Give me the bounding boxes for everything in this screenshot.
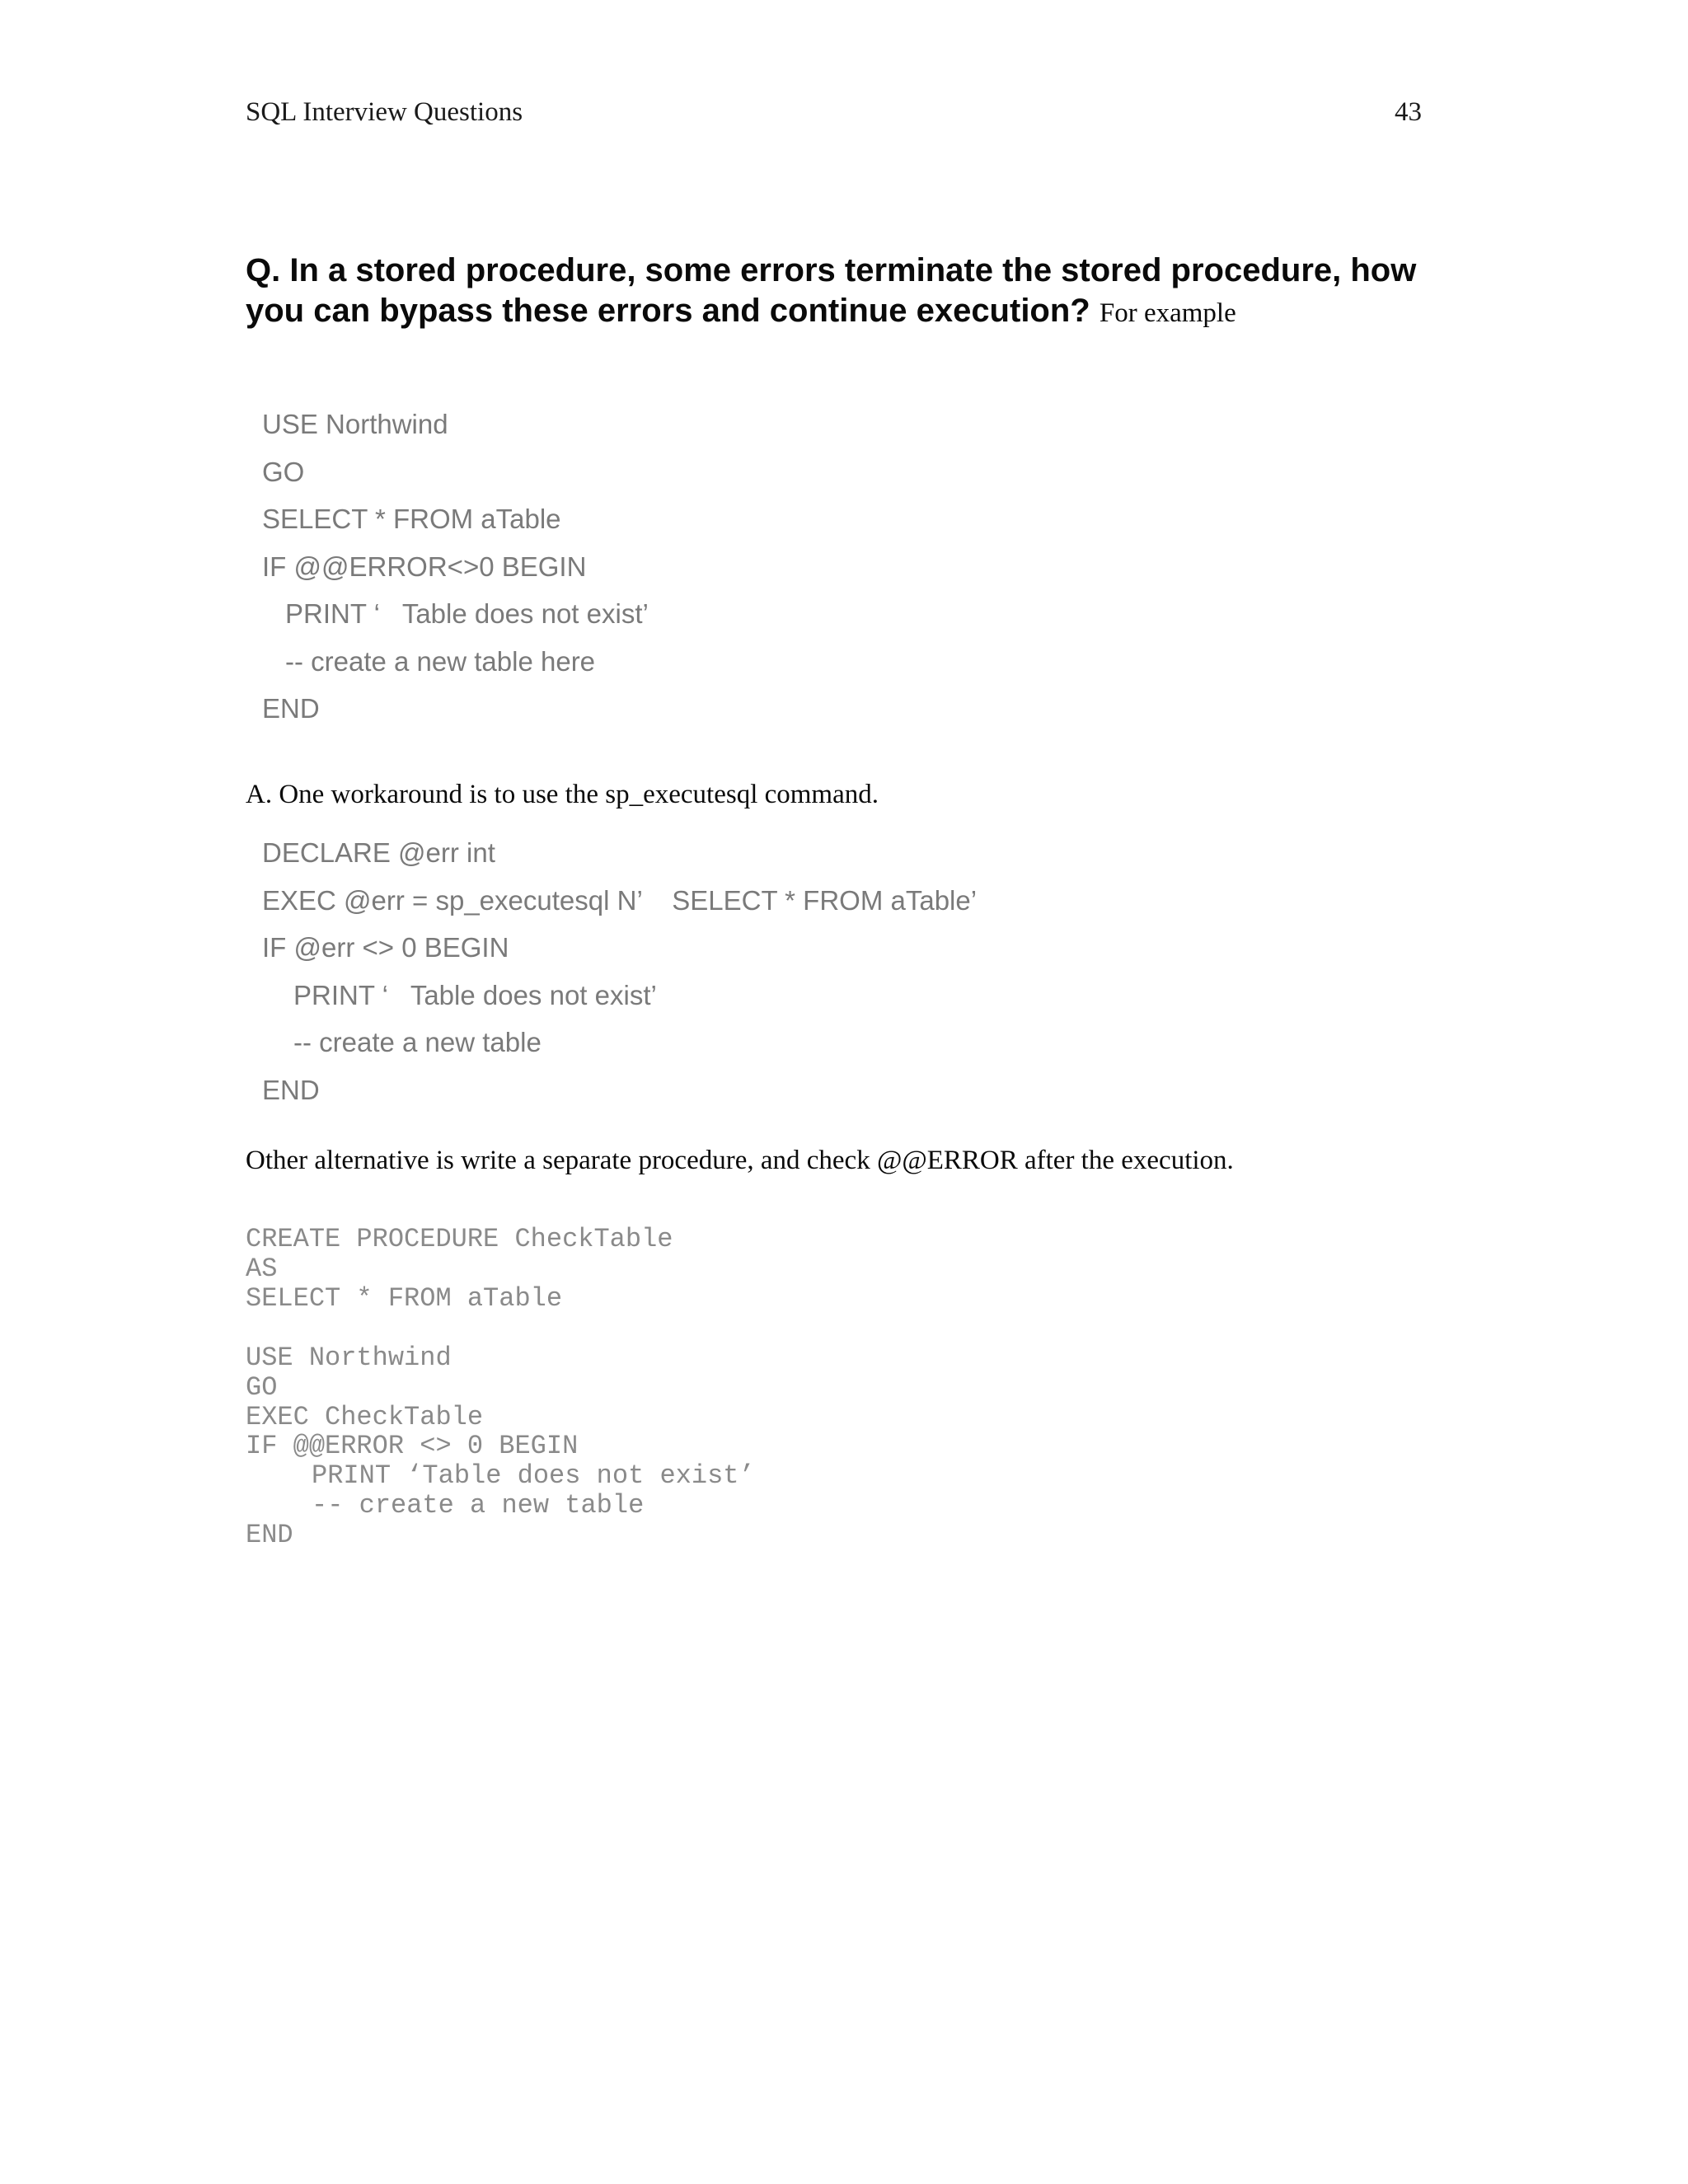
- code-block-1: [262, 401, 649, 733]
- question-text: Q. In a stored procedure, some errors terminate the stored procedure, how you can bypass these errors and continue execution?: [246, 252, 1417, 329]
- code-line: IF @err <> 0 BEGIN: [262, 932, 509, 963]
- code-line: EXEC @err = sp_executesql N’ SELECT * FROM aTable’: [262, 884, 978, 916]
- alternative-text: Other alternative is write a separate procedure, and check @@ERROR after the execution.: [246, 1146, 1234, 1175]
- code-line: -- create a new table here: [285, 645, 596, 677]
- question-tail: For example: [1099, 298, 1236, 328]
- code-line: END: [262, 693, 320, 724]
- answer-text: A. One workaround is to use the sp_executesql command.: [246, 780, 879, 809]
- code-line: AS: [246, 1253, 278, 1284]
- code-line: IF @@ERROR <> 0 BEGIN: [246, 1431, 579, 1462]
- code-line: END: [262, 1074, 320, 1105]
- code-line: CREATE PROCEDURE CheckTable: [246, 1224, 673, 1254]
- code-block-4: [246, 1343, 755, 1550]
- code-line: SELECT * FROM aTable: [246, 1282, 563, 1314]
- code-line: SELECT * FROM aTable: [262, 504, 561, 534]
- code-line: PRINT ‘Table does not exist’: [312, 1460, 755, 1492]
- code-line: USE Northwind: [262, 409, 448, 439]
- page-header-title: SQL Interview Questions: [246, 97, 523, 127]
- code-line: END: [246, 1519, 293, 1550]
- code-line: GO: [262, 456, 305, 487]
- code-line: PRINT ‘ Table does not exist’: [285, 598, 649, 629]
- question-heading: [246, 251, 1432, 334]
- code-line: PRINT ‘ Table does not exist’: [293, 979, 657, 1010]
- code-line: -- create a new table: [312, 1489, 645, 1521]
- code-line: DECLARE @err int: [262, 837, 495, 868]
- page-number: 43: [1395, 97, 1422, 127]
- code-line: -- create a new table: [293, 1027, 542, 1057]
- code-line: IF @@ERROR<>0 BEGIN: [262, 551, 587, 582]
- code-line: EXEC CheckTable: [246, 1401, 484, 1432]
- code-line: USE Northwind: [246, 1343, 452, 1373]
- code-block-3: [246, 1225, 673, 1313]
- code-block-2: [262, 829, 977, 1113]
- code-line: GO: [246, 1371, 278, 1403]
